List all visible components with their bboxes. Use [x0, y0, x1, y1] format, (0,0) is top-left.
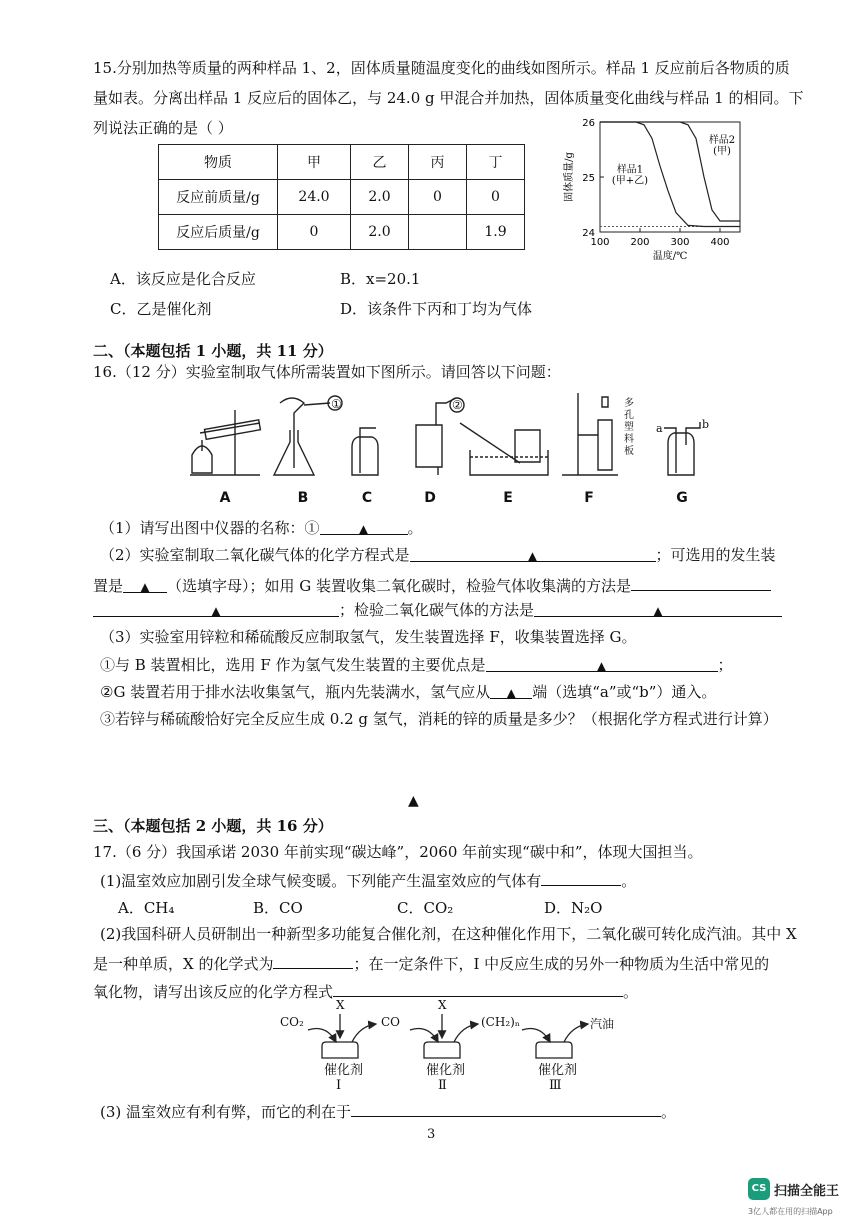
catalyst-label-2: 催化剂 — [426, 1063, 466, 1078]
watermark-tagline: 3亿人都在用的扫描App — [748, 1207, 833, 1216]
punct: 。 — [407, 519, 423, 537]
q15-option-c: C．乙是催化剂 — [110, 300, 212, 318]
q16-part3-1 — [100, 655, 733, 675]
q16-part2-text: ；检验二氧化碳气体的方法是 — [339, 601, 535, 619]
flow-co: CO — [381, 1015, 401, 1029]
catalyst-label-3: 催化剂 — [538, 1063, 578, 1078]
punct: ； — [717, 656, 733, 674]
table-cell: 反应前质量/g — [159, 180, 278, 215]
q16-part3-3: ③若锌与稀硫酸恰好完全反应生成 0.2 g 氢气，消耗的锌的质量是多少？（根据化学方程式进行计算） — [100, 710, 778, 728]
q16-part2-text: （选填字母）；如用 G 装置收集二氧化碳时，检验气体收集满的方法是 — [167, 577, 632, 595]
apparatus-label-c: C — [361, 490, 373, 506]
table-row — [159, 215, 525, 250]
y-tick-label: 26 — [582, 118, 595, 129]
x-tick-label: 300 — [670, 237, 690, 248]
table-cell: 反应后质量/g — [159, 215, 278, 250]
q15-mass-table — [158, 144, 525, 250]
answer-blank[interactable] — [351, 1100, 661, 1117]
section3-title: 三、（本题包括 2 小题，共 16 分） — [93, 817, 333, 835]
table-cell: 24.0 — [278, 180, 351, 215]
answer-blank[interactable] — [123, 576, 167, 593]
q15-stem-line3: 列说法正确的是（ ） — [93, 119, 233, 137]
answer-blank[interactable] — [93, 600, 339, 617]
answer-blank[interactable] — [410, 545, 656, 562]
y-tick-label: 24 — [582, 228, 595, 239]
g-port-b: b — [702, 418, 710, 431]
table-row — [159, 180, 525, 215]
porous-plate-char: 塑 — [624, 422, 634, 433]
q17-part2-line2 — [93, 952, 769, 974]
punct: 。 — [623, 983, 639, 1001]
legend-sample2: 样品2 — [708, 134, 736, 146]
apparatus-c-icon — [352, 428, 378, 475]
q16-part3: （3）实验室用锌粒和稀硫酸反应制取氢气，发生装置选择 F，收集装置选择 G。 — [100, 628, 637, 646]
table-cell: 甲 — [278, 145, 351, 180]
punct: 。 — [661, 1103, 677, 1121]
punct: 。 — [621, 872, 637, 890]
stage-2: Ⅱ — [438, 1078, 447, 1093]
marker-2: ② — [452, 398, 463, 412]
q17-part2-text: 是一种单质，X 的化学式为 — [93, 955, 274, 973]
mass-temperature-chart — [560, 112, 760, 272]
legend-sample1: 样品1 — [616, 164, 644, 176]
table-cell — [409, 215, 467, 250]
apparatus-label-a: A — [219, 490, 231, 506]
q16-part3-text: ②G 装置若用于排水法收集氢气，瓶内先装满水，氢气应从 — [100, 683, 491, 701]
apparatus-e-icon — [460, 423, 548, 475]
apparatus-f-icon — [562, 393, 618, 475]
g-port-a: a — [656, 422, 663, 435]
q15-option-a: A．该反应是化合反应 — [110, 270, 256, 288]
flow-co2: CO₂ — [280, 1015, 304, 1029]
x-axis-label: 温度/℃ — [652, 251, 688, 262]
q17-part2-text: ；在一定条件下，Ⅰ 中反应生成的另外一种物质为生活中常见的 — [353, 955, 770, 973]
q17-part3 — [100, 1100, 676, 1122]
porous-plate-char: 料 — [624, 434, 634, 445]
table-cell: 物质 — [159, 145, 278, 180]
q17-option-b: B．CO — [253, 899, 303, 917]
answer-blank[interactable] — [631, 574, 771, 591]
q17-part2-line3 — [93, 980, 638, 1002]
porous-plate-char: 孔 — [624, 410, 634, 421]
answer-blank[interactable] — [490, 682, 532, 699]
apparatus-label-e: E — [503, 490, 513, 506]
marker-1: ① — [331, 397, 342, 411]
q17-part3-text: (3) 温室效应有利有弊，而它的利在于 — [100, 1103, 352, 1121]
legend-sample1-note: (甲+乙) — [611, 175, 649, 187]
flow-gasoline: 汽油 — [590, 1017, 615, 1031]
table-cell: 丙 — [409, 145, 467, 180]
answer-blank[interactable] — [486, 655, 718, 672]
apparatus-a-icon — [190, 410, 260, 475]
x-tick-label: 400 — [710, 237, 730, 248]
triangle-marker: ▲ — [653, 604, 663, 618]
porous-plate-char: 板 — [624, 446, 634, 457]
flow-x2: X — [438, 998, 447, 1012]
q17-part1 — [100, 869, 636, 891]
porous-plate-label — [624, 398, 636, 458]
legend-sample2-note: (甲) — [713, 145, 731, 157]
q15-stem-line1: 15.分别加热等质量的两种样品 1、2，固体质量随温度变化的曲线如图所示。样品 1 反应前后各物质的质 — [93, 59, 790, 77]
q16-part3-text: ①与 B 装置相比，选用 F 作为氢气发生装置的主要优点是 — [100, 656, 486, 674]
triangle-marker: ▲ — [506, 686, 516, 700]
catalyst-label-1: 催化剂 — [324, 1063, 364, 1078]
table-row — [159, 145, 525, 180]
q17-part2-line1: (2)我国科研人员研制出一种新型多功能复合催化剂，在这种催化作用下，二氧化碳可转化成汽油。其中 X — [100, 925, 797, 943]
apparatus-label-f: F — [584, 490, 594, 506]
apparatus-label-b: B — [297, 490, 309, 506]
q16-part1-text: （1）请写出图中仪器的名称：① — [100, 519, 320, 537]
q16-part2-line2 — [93, 574, 771, 596]
q17-option-c: C．CO₂ — [397, 899, 454, 917]
q16-stem: 16.（12 分）实验室制取气体所需装置如下图所示。请回答以下问题： — [93, 363, 561, 381]
q17-option-d: D．N₂O — [544, 899, 603, 917]
answer-blank[interactable] — [541, 869, 621, 886]
camscanner-logo-icon: CS — [748, 1178, 770, 1200]
x-tick-label: 100 — [590, 237, 610, 248]
q17-part2-text: 氧化物，请写出该反应的化学方程式 — [93, 983, 334, 1001]
table-cell: 丁 — [467, 145, 525, 180]
triangle-marker: ▲ — [358, 522, 369, 536]
triangle-marker: ▲ — [596, 659, 607, 673]
flow-x1: X — [336, 998, 345, 1012]
watermark-name: 扫描全能王 — [774, 1184, 840, 1199]
page-number: 3 — [427, 1127, 436, 1142]
q16-part2-text: ；可选用的发生装 — [655, 546, 776, 564]
q15-stem-line2: 量如表。分离出样品 1 反应后的固体乙，与 24.0 g 甲混合并加热，固体质量变化曲线与样品 1 的相同。下 — [93, 89, 804, 107]
camscanner-watermark — [748, 1178, 860, 1222]
table-cell: 0 — [278, 215, 351, 250]
stage-1: Ⅰ — [336, 1078, 342, 1093]
table-cell: 乙 — [351, 145, 409, 180]
y-tick-label: 25 — [582, 173, 595, 184]
table-cell: 2.0 — [351, 180, 409, 215]
q16-part2-text: （2）实验室制取二氧化碳气体的化学方程式是 — [100, 546, 410, 564]
q17-part1-text: (1)温室效应加剧引发全球气候变暖。下列能产生温室效应的气体有 — [100, 872, 542, 890]
answer-blank[interactable] — [534, 600, 782, 617]
q16-part3-text: 端（选填“a”或“b”）通入。 — [532, 683, 717, 701]
apparatus-label-g: G — [676, 490, 688, 506]
q15-option-d: D．该条件下丙和丁均为气体 — [340, 300, 533, 318]
q17-option-a: A．CH₄ — [118, 899, 175, 917]
table-cell: 2.0 — [351, 215, 409, 250]
q16-part2-text: 置是 — [93, 577, 124, 595]
section2-title: 二、（本题包括 1 小题，共 11 分） — [93, 342, 333, 360]
q16-part3-2 — [100, 682, 716, 702]
q16-part2-line3 — [93, 600, 782, 620]
apparatus-label-d: D — [424, 490, 436, 506]
porous-plate-char: 多 — [624, 398, 634, 409]
flow-ch2n: (CH₂)ₙ — [481, 1015, 521, 1029]
answer-triangle-marker: ▲ — [408, 793, 419, 809]
answer-blank[interactable] — [273, 952, 353, 969]
q15-option-b: B．x=20.1 — [340, 270, 421, 288]
answer-blank[interactable] — [333, 980, 623, 997]
stage-3: Ⅲ — [549, 1078, 562, 1093]
q17-stem: 17.（6 分）我国承诺 2030 年前实现“碳达峰”，2060 年前实现“碳中和”，体现大国担当。 — [93, 843, 703, 861]
table-cell: 0 — [467, 180, 525, 215]
triangle-marker: ▲ — [211, 604, 221, 618]
answer-blank[interactable] — [320, 518, 408, 535]
x-tick-label: 200 — [630, 237, 650, 248]
y-axis-label: 固体质量/g — [564, 152, 575, 202]
triangle-marker: ▲ — [140, 580, 150, 594]
table-cell: 1.9 — [467, 215, 525, 250]
q16-part1 — [100, 518, 423, 538]
table-cell: 0 — [409, 180, 467, 215]
q16-part2-line1 — [100, 545, 776, 565]
apparatus-g-icon — [664, 422, 700, 475]
triangle-marker: ▲ — [527, 549, 538, 563]
